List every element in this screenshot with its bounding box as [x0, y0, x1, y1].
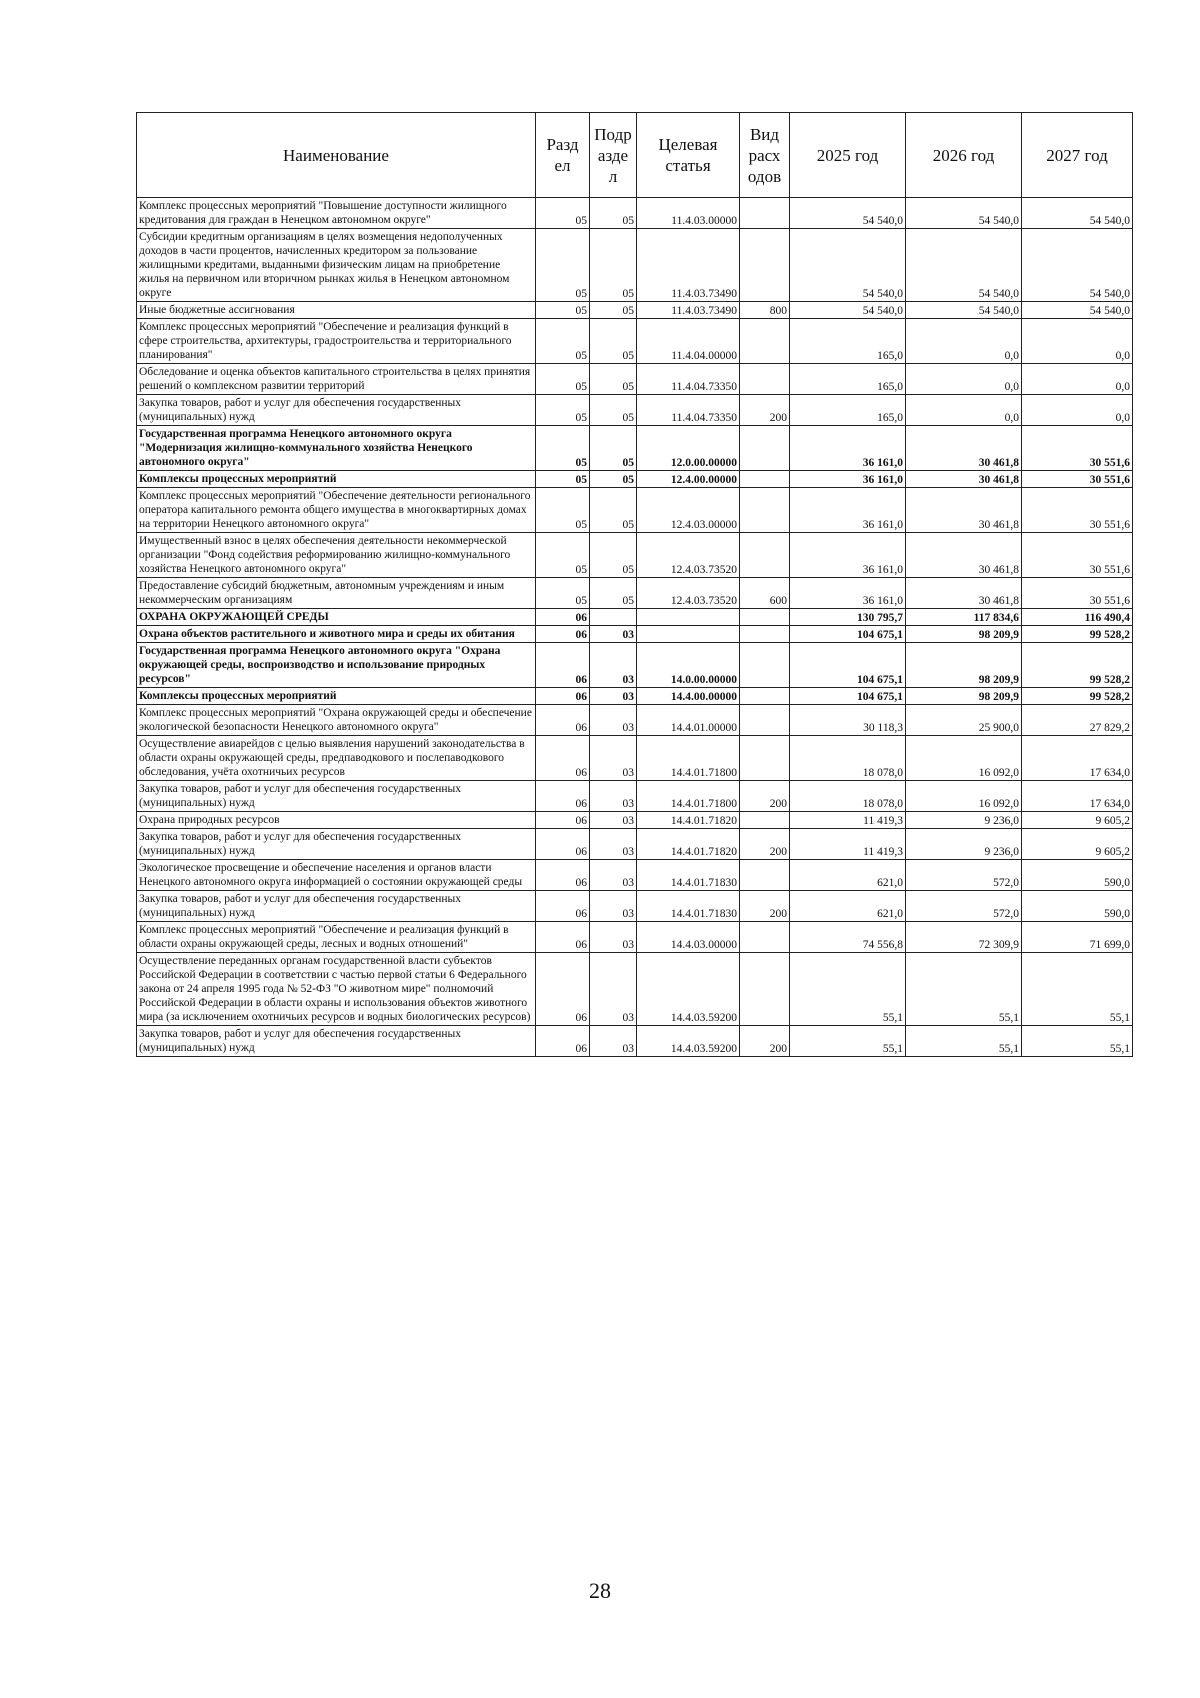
row-section: 06	[536, 829, 590, 860]
row-name: ОХРАНА ОКРУЖАЮЩЕЙ СРЕДЫ	[137, 609, 536, 626]
row-value-2025: 36 161,0	[790, 426, 906, 471]
header-target-article: Целевая статья	[637, 113, 740, 198]
table-row	[137, 395, 1133, 426]
row-value-2027: 27 829,2	[1022, 705, 1133, 736]
row-name: Закупка товаров, работ и услуг для обеспечения государственных (муниципальных) нужд	[137, 1026, 536, 1057]
row-target-article: 14.4.01.71820	[637, 829, 740, 860]
row-expense-kind	[740, 953, 790, 1026]
row-target-article: 12.4.03.73520	[637, 533, 740, 578]
row-value-2025: 104 675,1	[790, 643, 906, 688]
row-section: 06	[536, 922, 590, 953]
row-value-2027: 54 540,0	[1022, 198, 1133, 229]
table-row	[137, 426, 1133, 471]
row-value-2027: 30 551,6	[1022, 578, 1133, 609]
row-value-2025: 165,0	[790, 319, 906, 364]
table-row	[137, 812, 1133, 829]
row-subsection: 03	[590, 626, 637, 643]
row-target-article: 11.4.03.73490	[637, 302, 740, 319]
row-name: Закупка товаров, работ и услуг для обеспечения государственных (муниципальных) нужд	[137, 395, 536, 426]
row-section: 06	[536, 891, 590, 922]
row-value-2025: 74 556,8	[790, 922, 906, 953]
row-value-2026: 30 461,8	[906, 488, 1022, 533]
row-value-2027: 17 634,0	[1022, 781, 1133, 812]
row-subsection: 03	[590, 922, 637, 953]
row-value-2026: 54 540,0	[906, 198, 1022, 229]
table-row	[137, 891, 1133, 922]
row-name: Обследование и оценка объектов капитального строительства в целях принятия решений о комплексном развитии территорий	[137, 364, 536, 395]
table-row	[137, 643, 1133, 688]
row-value-2026: 98 209,9	[906, 688, 1022, 705]
row-expense-kind	[740, 488, 790, 533]
row-subsection: 05	[590, 302, 637, 319]
row-name: Закупка товаров, работ и услуг для обеспечения государственных (муниципальных) нужд	[137, 891, 536, 922]
page-number: 28	[589, 1578, 611, 1603]
row-subsection: 03	[590, 953, 637, 1026]
row-value-2025: 621,0	[790, 860, 906, 891]
row-subsection: 05	[590, 319, 637, 364]
row-name: Имущественный взнос в целях обеспечения деятельности некоммерческой организации "Фонд содействия реформированию жилищно-коммунального хозяйства Ненецкого автономного округа"	[137, 533, 536, 578]
row-name: Комплекс процессных мероприятий "Обеспечение деятельности регионального оператора капитального ремонта общего имущества в многоквартирных домах на территории Ненецкого автономного округа"	[137, 488, 536, 533]
row-value-2026: 0,0	[906, 364, 1022, 395]
budget-table	[136, 112, 1133, 1057]
row-target-article: 14.4.01.00000	[637, 705, 740, 736]
row-target-article: 14.4.01.71820	[637, 812, 740, 829]
row-name: Иные бюджетные ассигнования	[137, 302, 536, 319]
row-value-2025: 54 540,0	[790, 198, 906, 229]
row-value-2026: 30 461,8	[906, 578, 1022, 609]
row-expense-kind	[740, 319, 790, 364]
row-expense-kind	[740, 922, 790, 953]
row-value-2026: 54 540,0	[906, 302, 1022, 319]
row-section: 06	[536, 643, 590, 688]
row-section: 05	[536, 471, 590, 488]
table-row	[137, 922, 1133, 953]
row-subsection: 05	[590, 364, 637, 395]
row-subsection: 03	[590, 860, 637, 891]
row-expense-kind	[740, 198, 790, 229]
row-section: 05	[536, 533, 590, 578]
row-target-article: 11.4.03.73490	[637, 229, 740, 302]
table-row	[137, 488, 1133, 533]
row-value-2027: 55,1	[1022, 953, 1133, 1026]
row-section: 05	[536, 229, 590, 302]
table-row	[137, 364, 1133, 395]
row-value-2025: 36 161,0	[790, 578, 906, 609]
table-row	[137, 578, 1133, 609]
row-expense-kind	[740, 688, 790, 705]
table-row	[137, 736, 1133, 781]
row-subsection: 05	[590, 198, 637, 229]
row-value-2026: 72 309,9	[906, 922, 1022, 953]
row-target-article: 14.4.03.00000	[637, 922, 740, 953]
row-expense-kind: 200	[740, 891, 790, 922]
row-value-2027: 590,0	[1022, 860, 1133, 891]
row-value-2027: 99 528,2	[1022, 626, 1133, 643]
row-name: Комплекс процессных мероприятий "Повышение доступности жилищного кредитования для граждан в Ненецком автономном округе"	[137, 198, 536, 229]
row-value-2025: 621,0	[790, 891, 906, 922]
row-section: 06	[536, 626, 590, 643]
row-value-2026: 572,0	[906, 891, 1022, 922]
row-value-2025: 36 161,0	[790, 533, 906, 578]
row-value-2026: 16 092,0	[906, 781, 1022, 812]
row-value-2026: 572,0	[906, 860, 1022, 891]
row-value-2025: 36 161,0	[790, 488, 906, 533]
row-value-2025: 18 078,0	[790, 736, 906, 781]
row-section: 05	[536, 488, 590, 533]
row-value-2026: 98 209,9	[906, 643, 1022, 688]
row-value-2026: 98 209,9	[906, 626, 1022, 643]
row-subsection: 05	[590, 578, 637, 609]
row-subsection: 05	[590, 488, 637, 533]
table-row	[137, 626, 1133, 643]
row-section: 05	[536, 426, 590, 471]
table-row	[137, 229, 1133, 302]
row-value-2026: 117 834,6	[906, 609, 1022, 626]
row-name: Комплексы процессных мероприятий	[137, 688, 536, 705]
row-expense-kind: 200	[740, 781, 790, 812]
row-value-2026: 30 461,8	[906, 471, 1022, 488]
row-expense-kind: 800	[740, 302, 790, 319]
row-name: Государственная программа Ненецкого автономного округа "Модернизация жилищно-коммунального хозяйства Ненецкого автономного округа"	[137, 426, 536, 471]
row-expense-kind: 200	[740, 829, 790, 860]
header-year-2027: 2027 год	[1022, 113, 1133, 198]
row-expense-kind	[740, 229, 790, 302]
row-value-2026: 55,1	[906, 953, 1022, 1026]
row-target-article: 14.4.01.71830	[637, 891, 740, 922]
row-name: Закупка товаров, работ и услуг для обеспечения государственных (муниципальных) нужд	[137, 781, 536, 812]
table-row	[137, 198, 1133, 229]
row-section: 06	[536, 781, 590, 812]
row-name: Осуществление переданных органам государственной власти субъектов Российской Федерации в соответствии с частью первой статьи 6 Федерального закона от 24 апреля 1995 года № 52-ФЗ "О животном мире" полномочий Российской Федерации в области охраны и использования объектов животного мира (за исключением охотничьих ресурсов и водных биологических ресурсов)	[137, 953, 536, 1026]
row-value-2027: 55,1	[1022, 1026, 1133, 1057]
row-expense-kind	[740, 533, 790, 578]
row-value-2025: 18 078,0	[790, 781, 906, 812]
row-value-2027: 0,0	[1022, 319, 1133, 364]
row-value-2025: 30 118,3	[790, 705, 906, 736]
row-section: 06	[536, 705, 590, 736]
row-value-2027: 30 551,6	[1022, 533, 1133, 578]
row-expense-kind	[740, 860, 790, 891]
row-value-2026: 30 461,8	[906, 426, 1022, 471]
row-name: Комплекс процессных мероприятий "Охрана окружающей среды и обеспечение экологической безопасности Ненецкого автономного округа"	[137, 705, 536, 736]
row-target-article: 14.4.01.71830	[637, 860, 740, 891]
table-row	[137, 781, 1133, 812]
row-name: Охрана природных ресурсов	[137, 812, 536, 829]
row-name: Охрана объектов растительного и животного мира и среды их обитания	[137, 626, 536, 643]
row-target-article	[637, 609, 740, 626]
row-subsection: 03	[590, 812, 637, 829]
row-target-article: 11.4.04.00000	[637, 319, 740, 364]
row-value-2025: 104 675,1	[790, 688, 906, 705]
row-subsection: 03	[590, 1026, 637, 1057]
row-subsection: 05	[590, 395, 637, 426]
table-header-row	[137, 113, 1133, 198]
row-target-article: 12.4.03.00000	[637, 488, 740, 533]
table-row	[137, 953, 1133, 1026]
row-section: 06	[536, 609, 590, 626]
table-row	[137, 860, 1133, 891]
row-value-2027: 30 551,6	[1022, 488, 1133, 533]
row-value-2025: 54 540,0	[790, 302, 906, 319]
row-expense-kind: 200	[740, 1026, 790, 1057]
table-row	[137, 319, 1133, 364]
row-subsection: 03	[590, 705, 637, 736]
row-value-2027: 9 605,2	[1022, 829, 1133, 860]
row-target-article: 14.4.00.00000	[637, 688, 740, 705]
row-expense-kind	[740, 609, 790, 626]
row-value-2025: 55,1	[790, 953, 906, 1026]
row-section: 05	[536, 198, 590, 229]
row-section: 05	[536, 578, 590, 609]
row-value-2027: 30 551,6	[1022, 426, 1133, 471]
row-value-2027: 30 551,6	[1022, 471, 1133, 488]
row-value-2026: 55,1	[906, 1026, 1022, 1057]
table-row	[137, 1026, 1133, 1057]
row-section: 06	[536, 860, 590, 891]
row-target-article: 14.4.01.71800	[637, 736, 740, 781]
row-target-article: 11.4.03.00000	[637, 198, 740, 229]
row-value-2027: 99 528,2	[1022, 643, 1133, 688]
row-section: 06	[536, 1026, 590, 1057]
row-target-article	[637, 626, 740, 643]
row-target-article: 14.4.01.71800	[637, 781, 740, 812]
row-subsection: 03	[590, 643, 637, 688]
row-subsection: 03	[590, 781, 637, 812]
row-name: Закупка товаров, работ и услуг для обеспечения государственных (муниципальных) нужд	[137, 829, 536, 860]
row-name: Государственная программа Ненецкого автономного округа "Охрана окружающей среды, воспроизводство и использование природных ресурсов"	[137, 643, 536, 688]
row-subsection: 03	[590, 688, 637, 705]
row-section: 05	[536, 364, 590, 395]
row-name: Комплекс процессных мероприятий "Обеспечение и реализация функций в сфере строительства, архитектуры, градостроительства и территориального планирования"	[137, 319, 536, 364]
row-expense-kind	[740, 426, 790, 471]
row-target-article: 11.4.04.73350	[637, 395, 740, 426]
row-target-article: 14.4.03.59200	[637, 953, 740, 1026]
row-expense-kind	[740, 705, 790, 736]
row-value-2026: 9 236,0	[906, 829, 1022, 860]
row-value-2027: 71 699,0	[1022, 922, 1133, 953]
row-section: 05	[536, 395, 590, 426]
row-value-2025: 11 419,3	[790, 829, 906, 860]
header-year-2026: 2026 год	[906, 113, 1022, 198]
row-subsection: 03	[590, 829, 637, 860]
row-value-2025: 165,0	[790, 364, 906, 395]
header-subsection: Подр азде л	[590, 113, 637, 198]
row-value-2025: 130 795,7	[790, 609, 906, 626]
row-subsection: 03	[590, 891, 637, 922]
row-target-article: 14.4.03.59200	[637, 1026, 740, 1057]
row-value-2027: 99 528,2	[1022, 688, 1133, 705]
row-value-2027: 17 634,0	[1022, 736, 1133, 781]
row-subsection	[590, 609, 637, 626]
row-value-2027: 9 605,2	[1022, 812, 1133, 829]
row-expense-kind	[740, 364, 790, 395]
row-expense-kind	[740, 626, 790, 643]
table-row	[137, 533, 1133, 578]
row-name: Экологическое просвещение и обеспечение населения и органов власти Ненецкого автономного округа информацией о состоянии окружающей среды	[137, 860, 536, 891]
row-expense-kind	[740, 812, 790, 829]
table-row	[137, 829, 1133, 860]
row-target-article: 14.0.00.00000	[637, 643, 740, 688]
row-value-2026: 30 461,8	[906, 533, 1022, 578]
row-expense-kind	[740, 471, 790, 488]
row-section: 05	[536, 302, 590, 319]
row-value-2027: 0,0	[1022, 364, 1133, 395]
row-expense-kind	[740, 736, 790, 781]
row-name: Предоставление субсидий бюджетным, автономным учреждениям и иным некоммерческим организациям	[137, 578, 536, 609]
header-expense-kind: Вид расх одов	[740, 113, 790, 198]
table-row	[137, 705, 1133, 736]
row-expense-kind: 600	[740, 578, 790, 609]
row-value-2027: 0,0	[1022, 395, 1133, 426]
row-name: Осуществление авиарейдов с целью выявления нарушений законодательства в области охраны окружающей среды, предпаводкового и послепаводкового обследования, учёта охотничьих ресурсов	[137, 736, 536, 781]
table-row	[137, 609, 1133, 626]
row-section: 06	[536, 953, 590, 1026]
row-value-2026: 9 236,0	[906, 812, 1022, 829]
row-value-2027: 54 540,0	[1022, 229, 1133, 302]
row-section: 05	[536, 319, 590, 364]
row-expense-kind: 200	[740, 395, 790, 426]
row-value-2025: 104 675,1	[790, 626, 906, 643]
row-target-article: 12.4.00.00000	[637, 471, 740, 488]
row-value-2026: 0,0	[906, 319, 1022, 364]
row-section: 06	[536, 736, 590, 781]
table-row	[137, 471, 1133, 488]
row-target-article: 12.4.03.73520	[637, 578, 740, 609]
row-subsection: 05	[590, 229, 637, 302]
row-value-2025: 55,1	[790, 1026, 906, 1057]
row-value-2025: 11 419,3	[790, 812, 906, 829]
row-section: 06	[536, 812, 590, 829]
header-section: Разд ел	[536, 113, 590, 198]
table-row	[137, 302, 1133, 319]
row-value-2026: 25 900,0	[906, 705, 1022, 736]
header-year-2025: 2025 год	[790, 113, 906, 198]
row-subsection: 05	[590, 471, 637, 488]
row-value-2025: 54 540,0	[790, 229, 906, 302]
row-value-2025: 165,0	[790, 395, 906, 426]
row-section: 06	[536, 688, 590, 705]
row-value-2026: 16 092,0	[906, 736, 1022, 781]
row-name: Комплексы процессных мероприятий	[137, 471, 536, 488]
table-row	[137, 688, 1133, 705]
header-name: Наименование	[137, 113, 536, 198]
row-subsection: 05	[590, 533, 637, 578]
row-value-2027: 54 540,0	[1022, 302, 1133, 319]
row-expense-kind	[740, 643, 790, 688]
row-subsection: 03	[590, 736, 637, 781]
row-subsection: 05	[590, 426, 637, 471]
row-name: Субсидии кредитным организациям в целях возмещения недополученных доходов в части процентов, начисленных кредитором за пользование жилищными кредитами, выданными физическим лицам на приобретение жилья на первичном или вторичном рынках жилья в Ненецком автономном округе	[137, 229, 536, 302]
row-value-2027: 116 490,4	[1022, 609, 1133, 626]
row-value-2025: 36 161,0	[790, 471, 906, 488]
row-value-2026: 54 540,0	[906, 229, 1022, 302]
row-value-2026: 0,0	[906, 395, 1022, 426]
row-target-article: 11.4.04.73350	[637, 364, 740, 395]
row-target-article: 12.0.00.00000	[637, 426, 740, 471]
row-value-2027: 590,0	[1022, 891, 1133, 922]
row-name: Комплекс процессных мероприятий "Обеспечение и реализация функций в области охраны окружающей среды, лесных и водных отношений"	[137, 922, 536, 953]
